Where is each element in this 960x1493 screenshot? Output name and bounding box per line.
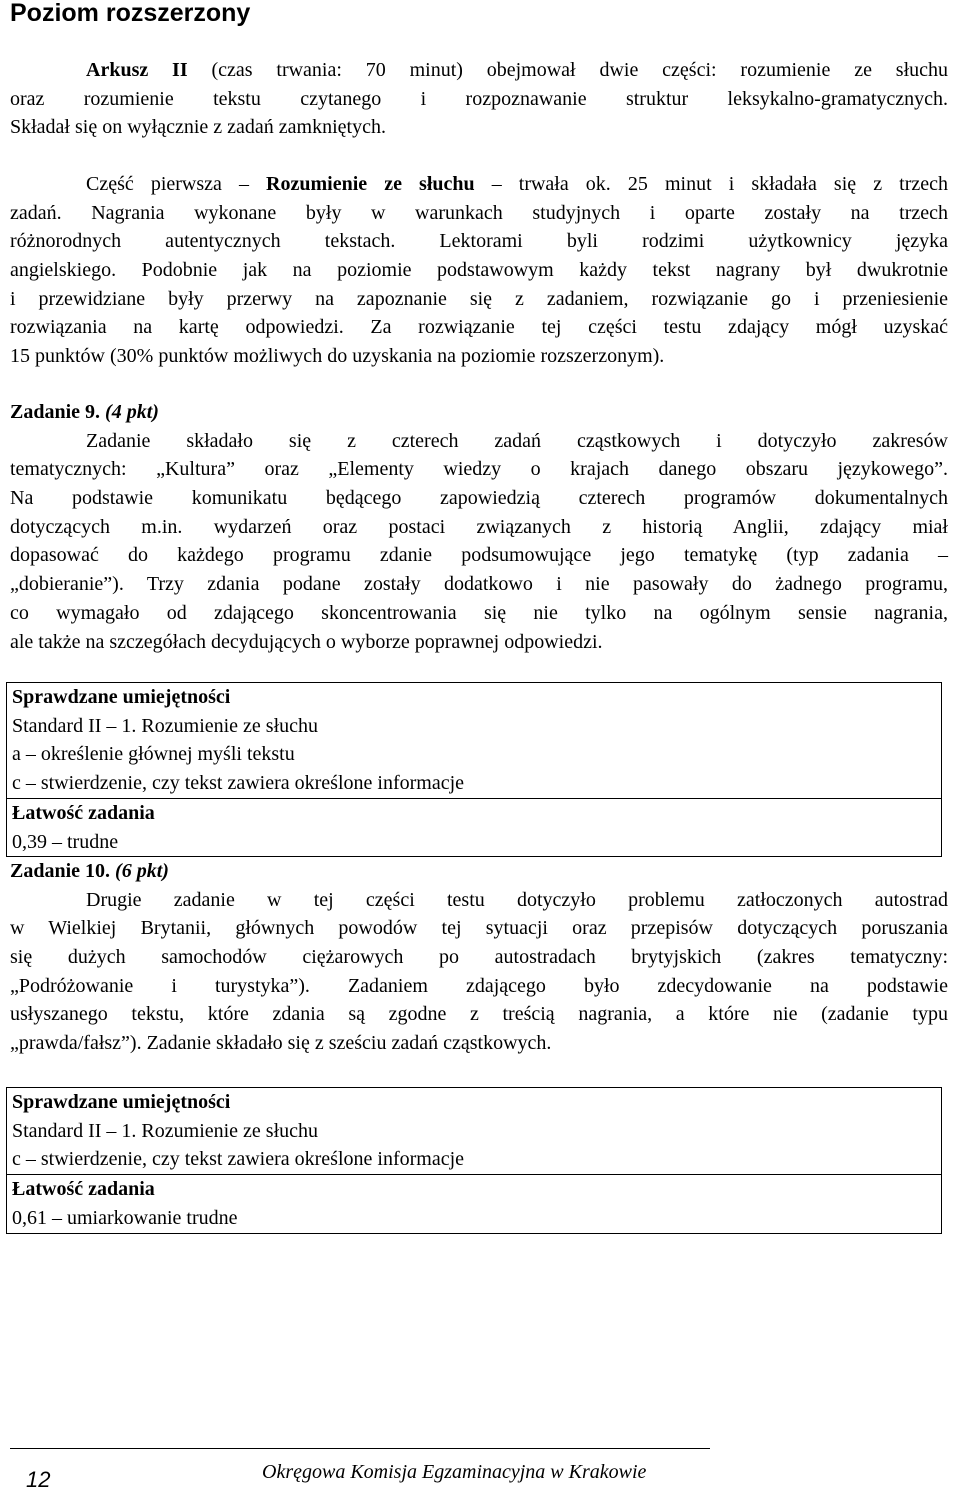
part1-line: i przewidziane były przerwy na zapoznanie się z zadaniem, rozwiązanie go i przeniesienie [10,287,948,310]
intro-line: oraz rozumienie tekstu czytanego i rozpoznawanie struktur leksykalno-gramatycznych. [10,87,948,110]
task9-line: co wymagało od zdającego skoncentrowania się nie tylko na ogólnym sensie nagrania, [10,601,948,624]
skills-label: Sprawdzane umiejętności [12,686,231,708]
ease-value: 0,61 – umiarkowanie trudne [12,1206,238,1229]
part1-line: angielskiego. Podobnie jak na poziomie podstawowym każdy tekst nagrany był dwukrotnie [10,259,948,282]
task9-points: (4 pkt) [105,401,159,423]
task10-line: „Podróżowanie i turystyka”). Zadaniem zdającego było zdecydowanie na podstawie [10,974,948,997]
task9-title: Zadanie 9. [10,401,101,423]
skill-a-text: a – określenie głównej myśli tekstu [12,743,295,766]
intro-text: (czas trwania: 70 minut) obejmował dwie części: rozumienie ze słuchu [187,59,949,81]
task9-line: Na podstawie komunikatu będącego zapowiedzią czterech programów dokumentalnych [10,487,948,510]
part1-line: 15 punktów (30% punktów możliwych do uzyskania na poziomie rozszerzonym). [10,345,665,368]
task9-line: dopasować do każdego programu zdanie podsumowujące jego tematykę (typ zadania – [10,544,948,567]
page-number: 12 [26,1467,51,1492]
task10-section [10,857,948,1058]
part1-paragraph [10,170,948,371]
task9-skills-box [6,682,942,857]
skill-c-text: c – stwierdzenie, czy tekst zawiera określone informacje [12,1148,465,1171]
part1-line [10,170,948,199]
listening-section-title: Rozumienie ze słuchu [266,173,475,195]
intro-paragraph [10,56,948,142]
task10-skills-box [6,1087,942,1234]
skill-c-text: c – stwierdzenie, czy tekst zawiera określone informacje [12,772,465,795]
part1-text: – trwała ok. 25 minut i składała się z trzech [474,173,948,195]
task10-points: (6 pkt) [115,860,169,882]
task10-line: się dużych samochodów ciężarowych po autostradach brytyjskich (zakres tematyczny: [10,946,948,969]
task9-line: dotyczących m.in. wydarzeń oraz postaci związanych z historią Anglii, zdający miał [10,515,948,538]
footer-divider [10,1448,710,1449]
footer-institution: Okręgowa Komisja Egzaminacyjna w Krakowie [262,1461,647,1483]
task10-line: Drugie zadanie w tej części testu dotyczyło problemu zatłoczonych autostrad [86,888,948,911]
task9-line: Zadanie składało się z czterech zadań cząstkowych i dotyczyło zakresów [86,429,948,452]
part1-line: zadań. Nagrania wykonane były w warunkach studyjnych i oparte zostały na trzech [10,201,948,224]
task10-line: „prawda/fałsz”). Zadanie składało się z sześciu zadań cząstkowych. [10,1032,552,1055]
exam-sheet-label: Arkusz II [86,59,188,81]
standard-text: Standard II – 1. Rozumienie ze słuchu [12,1119,319,1142]
intro-line: Składał się on wyłącznie z zadań zamkniętych. [10,116,386,139]
intro-line [10,56,948,85]
task10-title: Zadanie 10. [10,860,111,882]
task9-line: „dobieranie”). Trzy zdania podane zostały dodatkowo i nie pasowały do żadnego programu, [10,573,948,596]
ease-label: Łatwość zadania [7,798,941,828]
task9-title-line [10,398,948,427]
task10-line: w Wielkiej Brytanii, głównych powodów tej sytuacji oraz przepisów dotyczących poruszania [10,917,948,940]
part1-line: rozwiązania na kartę odpowiedzi. Za rozwiązanie tej części testu zdający mógł uzyskać [10,316,948,339]
task9-line: tematycznych: „Kultura” oraz „Elementy wiedzy o krajach danego obszaru językowego”. [10,458,948,481]
page-heading: Poziom rozszerzony [10,0,251,27]
part1-line: różnorodnych autentycznych tekstach. Lektorami byli rodzimi użytkownicy języka [10,230,948,253]
ease-label: Łatwość zadania [7,1174,941,1204]
task9-line: ale także na szczegółach decydujących o wyborze poprawnej odpowiedzi. [10,630,603,653]
task10-title-line [10,857,948,886]
task9-section [10,398,948,656]
skills-label: Sprawdzane umiejętności [12,1091,231,1113]
task10-line: usłyszanego tekstu, które zdania są zgodne z treścią nagrania, a które nie (zadanie typu [10,1003,948,1026]
part1-text: Część pierwsza – [86,173,267,195]
ease-value: 0,39 – trudne [12,830,119,853]
standard-text: Standard II – 1. Rozumienie ze słuchu [12,714,319,737]
